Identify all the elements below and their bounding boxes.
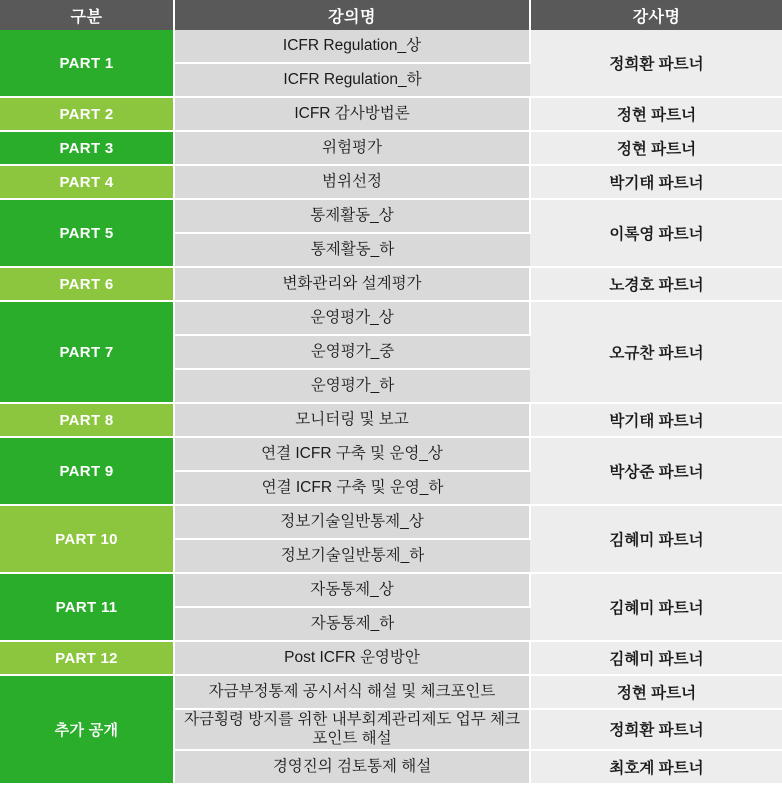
table-row [0,573,782,607]
part-cell: PART 7 [0,301,174,403]
part-cell: PART 12 [0,641,174,675]
part-cell: PART 10 [0,505,174,573]
part-cell: 추가 공개 [0,675,174,784]
lecture-cell: 범위선정 [174,165,530,199]
part-cell: PART 11 [0,573,174,641]
lecture-cell: 통제활동_상 [174,199,530,233]
lecture-cell: 경영진의 검토통제 해설 [174,750,530,784]
lecture-cell: 위험평가 [174,131,530,165]
table-row [0,199,782,233]
part-cell: PART 3 [0,131,174,165]
lecture-cell: 연결 ICFR 구축 및 운영_하 [174,471,530,505]
column-header-lecture: 강의명 [174,0,530,30]
table-row [0,30,782,63]
teacher-cell: 김혜미 파트너 [530,573,782,641]
table-row [0,403,782,437]
teacher-cell: 김혜미 파트너 [530,641,782,675]
lecture-cell: ICFR Regulation_상 [174,30,530,63]
teacher-cell: 정현 파트너 [530,131,782,165]
lecture-cell: 자금횡령 방지를 위한 내부회계관리제도 업무 체크 포인트 해설 [174,709,530,750]
lecture-cell: ICFR Regulation_하 [174,63,530,97]
table-row [0,131,782,165]
teacher-cell: 박기태 파트너 [530,403,782,437]
teacher-cell: 노경호 파트너 [530,267,782,301]
lecture-cell: 연결 ICFR 구축 및 운영_상 [174,437,530,471]
lecture-cell: 통제활동_하 [174,233,530,267]
table-row [0,97,782,131]
lecture-cell: 정보기술일반통제_하 [174,539,530,573]
column-header-teacher: 강사명 [530,0,782,30]
teacher-cell: 최호계 파트너 [530,750,782,784]
lecture-cell: 모니터링 및 보고 [174,403,530,437]
table-row [0,505,782,539]
lecture-cell: Post ICFR 운영방안 [174,641,530,675]
lecture-cell: 정보기술일반통제_상 [174,505,530,539]
part-cell: PART 4 [0,165,174,199]
table-header [0,0,782,30]
teacher-cell: 정희환 파트너 [530,709,782,750]
table-row [0,437,782,471]
teacher-cell: 오규찬 파트너 [530,301,782,403]
table-row [0,165,782,199]
table-row [0,641,782,675]
table-row [0,267,782,301]
column-header-part: 구분 [0,0,174,30]
table-body [0,30,782,784]
part-cell: PART 1 [0,30,174,97]
teacher-cell: 정희환 파트너 [530,30,782,97]
part-cell: PART 6 [0,267,174,301]
teacher-cell: 박기태 파트너 [530,165,782,199]
part-cell: PART 8 [0,403,174,437]
table-row [0,301,782,335]
lecture-cell: 운영평가_하 [174,369,530,403]
teacher-cell: 정현 파트너 [530,97,782,131]
lecture-cell: 자동통제_상 [174,573,530,607]
teacher-cell: 김혜미 파트너 [530,505,782,573]
part-cell: PART 2 [0,97,174,131]
part-cell: PART 9 [0,437,174,505]
lecture-cell: 자금부정통제 공시서식 해설 및 체크포인트 [174,675,530,709]
teacher-cell: 이록영 파트너 [530,199,782,267]
part-cell: PART 5 [0,199,174,267]
teacher-cell: 박상준 파트너 [530,437,782,505]
table-row [0,675,782,709]
lecture-cell: 자동통제_하 [174,607,530,641]
lecture-cell: 변화관리와 설계평가 [174,267,530,301]
lecture-cell: 운영평가_중 [174,335,530,369]
lecture-cell: ICFR 감사방법론 [174,97,530,131]
lecture-cell: 운영평가_상 [174,301,530,335]
teacher-cell: 정현 파트너 [530,675,782,709]
table-header-row [0,0,782,30]
